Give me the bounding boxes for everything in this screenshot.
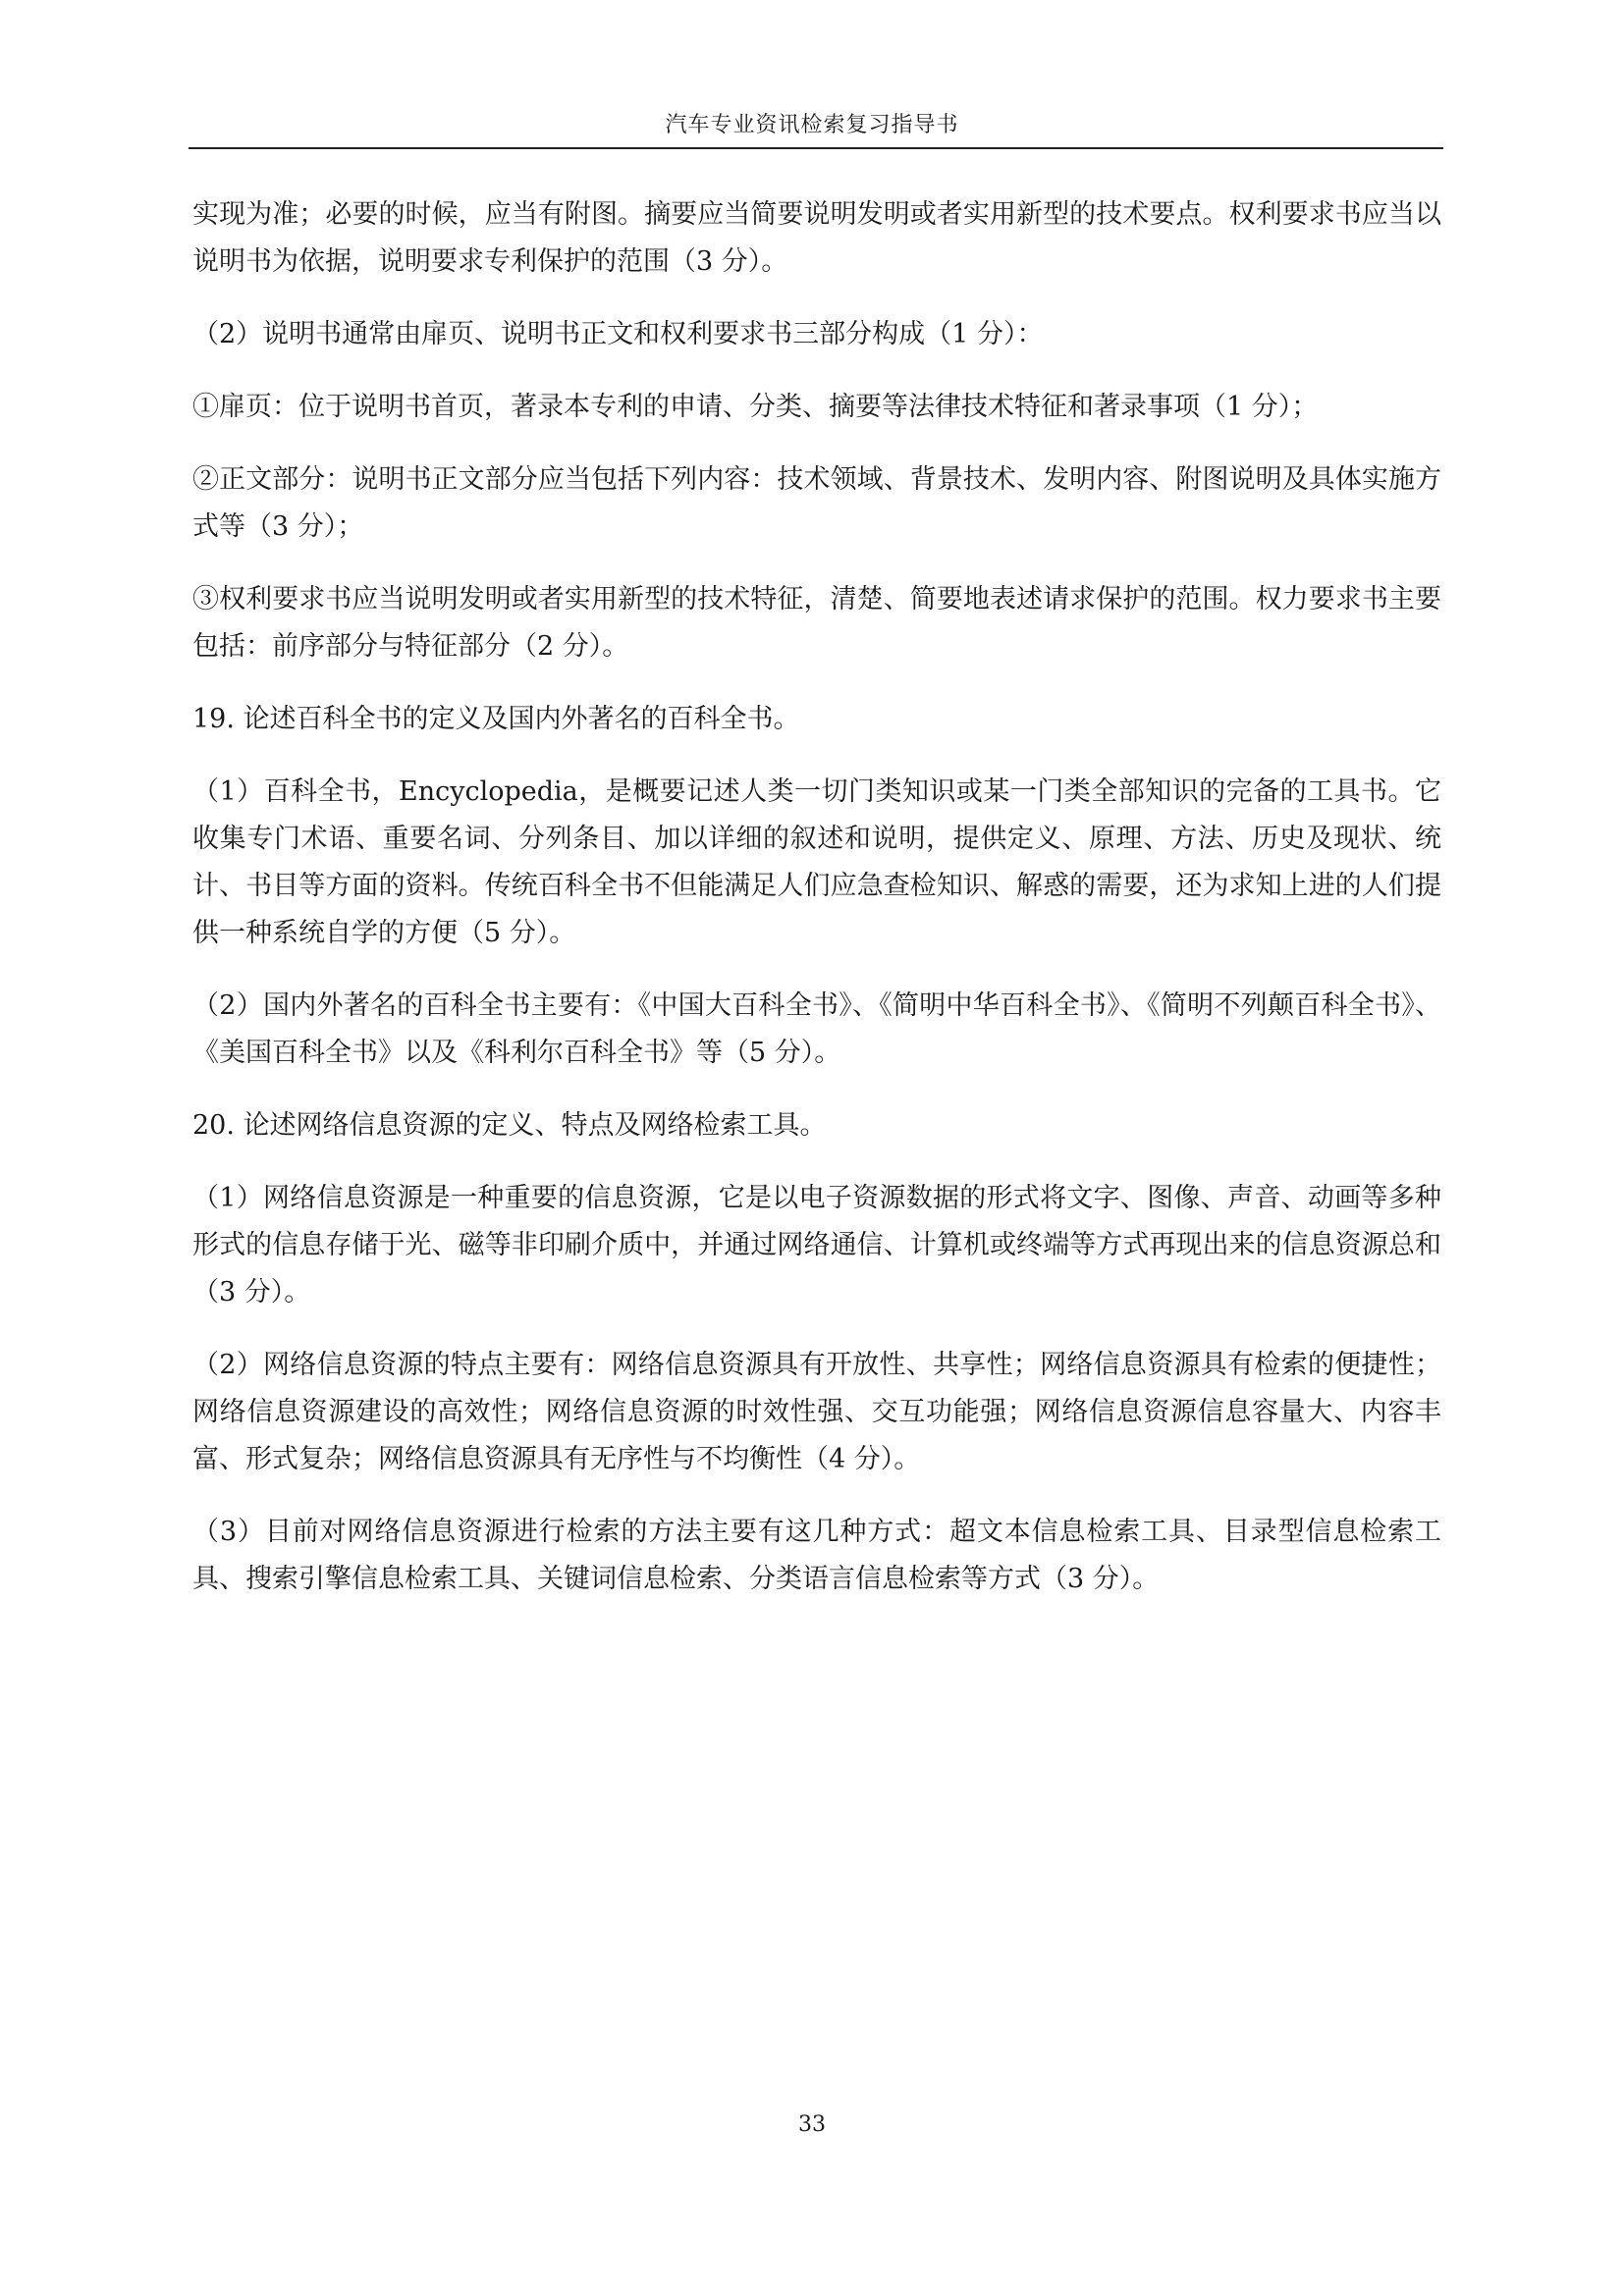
paragraph-network-search-tools: （3）目前对网络信息资源进行检索的方法主要有这几种方式：超文本信息检索工具、目录型信息检索工具、搜索引擎信息检索工具、关键词信息检索、分类语言信息检索等方式（3 分）。: [192, 1517, 1441, 1594]
paragraph-encyclopedia-definition: （1）百科全书，Encyclopedia，是概要记述人类一切门类知识或某一门类全部知识的完备的工具书。它收集专门术语、重要名词、分列条目、加以详细的叙述和说明，提供定义、原理、方法、历史及现状、统计、书目等方面的资料。传统百科全书不但能满足人们应急查检知识、解惑的需要，还为求知上进的人们提供一种系统自学的方便（5 分）。: [192, 776, 1441, 948]
header-divider: [189, 147, 1443, 149]
paragraph-network-resource-definition: （1）网络信息资源是一种重要的信息资源，它是以电子资源数据的形式将文字、图像、声音、动画等多种形式的信息存储于光、磁等非印刷介质中，并通过网络通信、计算机或终端等方式再现出来的信息资源总和（3 分）。: [192, 1183, 1441, 1308]
paragraph-spec-structure: （2）说明书通常由扉页、说明书正文和权利要求书三部分构成（1 分）：: [192, 319, 1044, 349]
paragraph-title-page: ①扉页：位于说明书首页，著录本专利的申请、分类、摘要等法律技术特征和著录事项（1 分）；: [192, 392, 1319, 422]
page-body: [192, 191, 1441, 1629]
paragraph-famous-encyclopedias: （2）国内外著名的百科全书主要有：《中国大百科全书》、《简明中华百科全书》、《简明不列颠百科全书》、《美国百科全书》以及《科利尔百科全书》等（5 分）。: [192, 990, 1441, 1068]
page-number: 33: [798, 2112, 826, 2137]
paragraph-network-resource-features: （2）网络信息资源的特点主要有：网络信息资源具有开放性、共享性；网络信息资源具有检索的便捷性；网络信息资源建设的高效性；网络信息资源的时效性强、交互功能强；网络信息资源信息容量大、内容丰富、形式复杂；网络信息资源具有无序性与不均衡性（4 分）。: [192, 1350, 1441, 1474]
paragraph-abstract-continuation: 实现为准；必要的时候，应当有附图。摘要应当简要说明发明或者实用新型的技术要点。权利要求书应当以说明书为依据，说明要求专利保护的范围（3 分）。: [192, 199, 1441, 277]
question-20-heading: 20. 论述网络信息资源的定义、特点及网络检索工具。: [192, 1110, 827, 1141]
paragraph-claims: ③权利要求书应当说明发明或者实用新型的技术特征，清楚、简要地表述请求保护的范围。权力要求书主要包括：前序部分与特征部分（2 分）。: [192, 584, 1441, 662]
paragraph-main-text: ②正文部分：说明书正文部分应当包括下列内容：技术领域、背景技术、发明内容、附图说明及具体实施方式等（3 分）；: [192, 464, 1441, 542]
question-19-heading: 19. 论述百科全书的定义及国内外著名的百科全书。: [192, 704, 800, 734]
running-header: 汽车专业资讯检索复习指导书: [665, 113, 959, 137]
